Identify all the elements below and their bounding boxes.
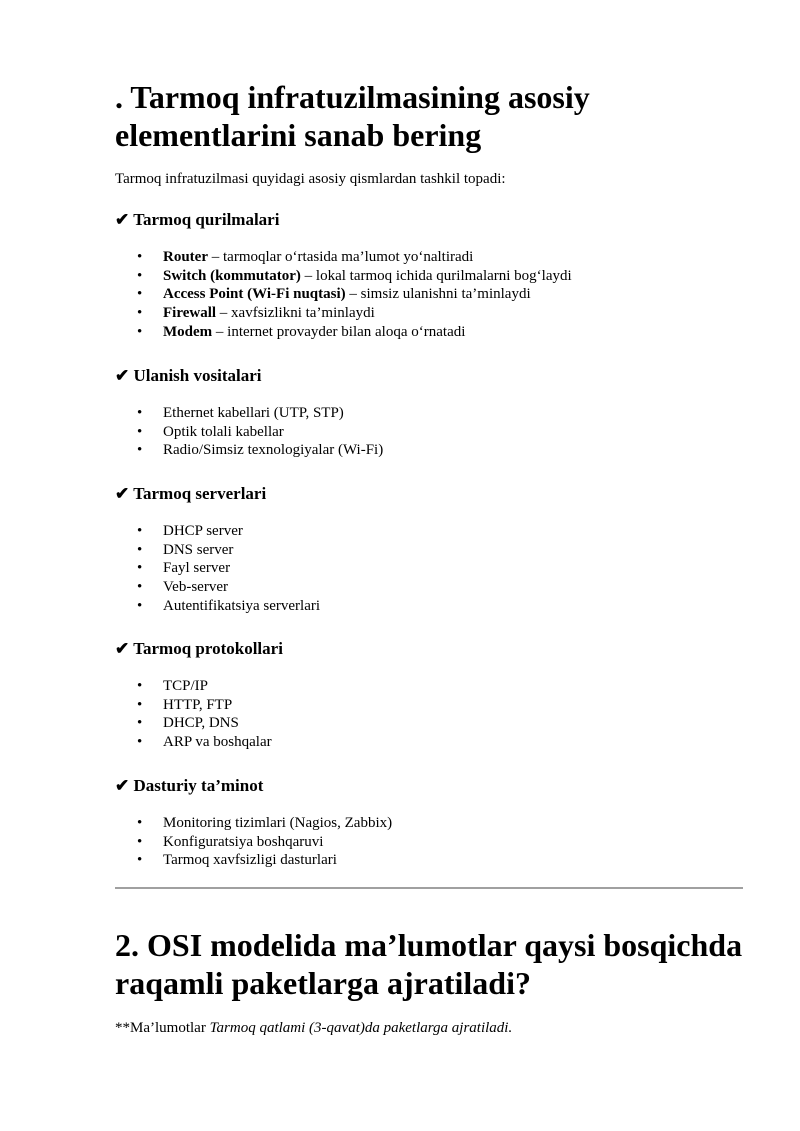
- item-term: Router: [163, 249, 208, 265]
- list-item: [115, 851, 743, 870]
- checkmark-icon: ✔: [115, 484, 130, 503]
- list-item: [115, 714, 743, 733]
- checkmark-icon: ✔: [115, 776, 130, 795]
- heading-2: 2. OSI modelida ma’lumotlar qaysi bosqichda raqamli paketlarga ajratiladi?: [115, 927, 743, 1001]
- section-heading: [115, 775, 743, 797]
- item-text: DNS server: [163, 541, 234, 558]
- list-item: [115, 733, 743, 752]
- bullet-icon: •: [137, 560, 143, 577]
- bullet-icon: •: [137, 405, 143, 421]
- list-item: [115, 404, 743, 423]
- checkmark-icon: ✔: [115, 366, 130, 385]
- bullet-icon: •: [137, 442, 143, 459]
- item-text: DHCP, DNS: [163, 715, 239, 732]
- bullet-icon: •: [137, 523, 143, 539]
- list-item: [115, 814, 743, 833]
- bullet-icon: •: [137, 423, 143, 440]
- heading-1: . Tarmoq infratuzilmasining asosiy elementlarini sanab bering: [115, 79, 590, 153]
- bullet-list: [115, 814, 743, 870]
- list-item: [115, 522, 743, 541]
- item-text: Tarmoq xavfsizligi dasturlari: [163, 852, 337, 869]
- list-item: [115, 285, 743, 304]
- bullet-icon: •: [137, 305, 143, 322]
- item-text: Autentifikatsiya serverlari: [163, 597, 321, 614]
- list-item: [115, 423, 743, 442]
- item-text: Radio/Simsiz texnologiyalar (Wi-Fi): [163, 442, 384, 459]
- item-text: Veb-server: [163, 579, 228, 596]
- item-term: Access Point (Wi-Fi nuqtasi): [163, 286, 346, 303]
- list-item: [115, 441, 743, 460]
- section-2: [115, 483, 743, 616]
- bullet-list: [115, 677, 743, 752]
- list-item: [115, 304, 743, 323]
- section-4: [115, 775, 743, 870]
- item-text: TCP/IP: [163, 678, 209, 694]
- item-text: – simsiz ulanishni ta’minlaydi: [345, 286, 531, 303]
- answer-italic: Tarmoq qatlami (3-qavat)da paketlarga ajratiladi.: [209, 1020, 513, 1036]
- section-title: Tarmoq serverlari: [133, 484, 267, 503]
- list-item: [115, 559, 743, 578]
- section-heading: [115, 483, 743, 505]
- bullet-list: [115, 404, 743, 460]
- item-text: Optik tolali kabellar: [163, 423, 284, 440]
- section-title: Tarmoq protokollari: [133, 639, 283, 658]
- bullet-list: [115, 522, 743, 616]
- list-item: [115, 677, 743, 696]
- answer-paragraph: [115, 1018, 512, 1038]
- item-text: – tarmoqlar o‘rtasida ma’lumot yo‘naltiradi: [208, 249, 474, 265]
- bullet-icon: •: [137, 579, 143, 596]
- bullet-list: [115, 248, 743, 342]
- bullet-icon: •: [137, 734, 143, 751]
- intro-paragraph: Tarmoq infratuzilmasi quyidagi asosiy qismlardan tashkil topadi:: [115, 171, 506, 187]
- item-text: ARP va boshqalar: [163, 734, 272, 751]
- horizontal-rule: [115, 887, 743, 889]
- list-item: [115, 541, 743, 560]
- section-heading: [115, 365, 743, 387]
- section-3: [115, 638, 743, 752]
- list-item: [115, 597, 743, 616]
- item-text: HTTP, FTP: [163, 696, 233, 713]
- item-term: Modem: [163, 323, 213, 340]
- answer-prefix: **Ma’lumotlar: [115, 1020, 210, 1036]
- bullet-icon: •: [137, 286, 143, 303]
- bullet-icon: •: [137, 267, 143, 284]
- item-term: Switch (kommutator): [163, 267, 301, 284]
- item-text: – lokal tarmoq ichida qurilmalarni bog‘laydi: [300, 267, 572, 284]
- section-heading: [115, 638, 743, 660]
- checkmark-icon: ✔: [115, 210, 130, 229]
- list-item: [115, 248, 743, 267]
- section-heading: [115, 209, 743, 231]
- bullet-icon: •: [137, 833, 143, 850]
- bullet-icon: •: [137, 852, 143, 869]
- bullet-icon: •: [137, 696, 143, 713]
- item-term: Firewall: [163, 305, 217, 322]
- checkmark-icon: ✔: [115, 639, 130, 658]
- section-0: [115, 209, 743, 342]
- section-title: Ulanish vositalari: [133, 366, 262, 385]
- list-item: [115, 267, 743, 286]
- list-item: [115, 696, 743, 715]
- section-1: [115, 365, 743, 460]
- item-text: Ethernet kabellari (UTP, STP): [163, 405, 344, 421]
- item-text: – xavfsizlikni ta’minlaydi: [216, 305, 375, 322]
- bullet-icon: •: [137, 597, 143, 614]
- item-text: Fayl server: [163, 560, 231, 577]
- bullet-icon: •: [137, 678, 143, 694]
- item-text: Konfiguratsiya boshqaruvi: [163, 833, 324, 850]
- bullet-icon: •: [137, 815, 143, 831]
- section-title: Dasturiy ta’minot: [133, 776, 264, 795]
- bullet-icon: •: [137, 323, 143, 340]
- item-text: – internet provayder bilan aloqa o‘rnatadi: [212, 323, 466, 340]
- list-item: [115, 578, 743, 597]
- item-text: Monitoring tizimlari (Nagios, Zabbix): [163, 815, 393, 831]
- bullet-icon: •: [137, 715, 143, 732]
- list-item: [115, 323, 743, 342]
- list-item: [115, 833, 743, 852]
- section-title: Tarmoq qurilmalari: [133, 210, 280, 229]
- bullet-icon: •: [137, 541, 143, 558]
- bullet-icon: •: [137, 249, 143, 265]
- item-text: DHCP server: [163, 523, 243, 539]
